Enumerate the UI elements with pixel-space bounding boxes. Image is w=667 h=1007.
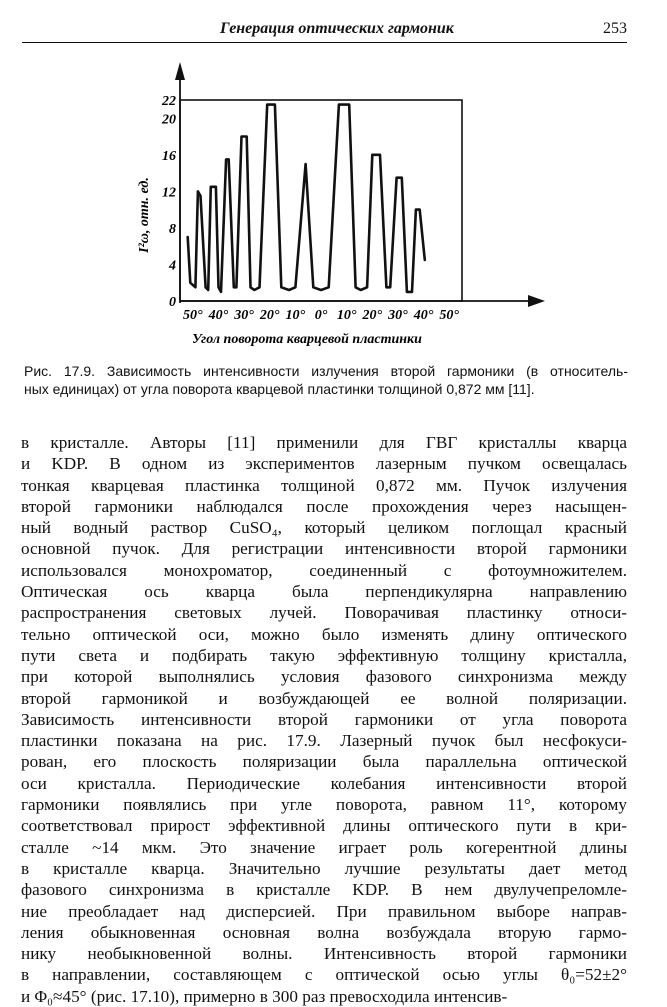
figure-17-9-chart bbox=[0, 0, 667, 360]
y-tick-label: 20 bbox=[162, 112, 176, 128]
x-tick-label: 30° bbox=[388, 308, 408, 323]
page-number: 253 bbox=[603, 20, 627, 37]
x-tick-label: 40° bbox=[413, 308, 434, 323]
x-tick-label: 10° bbox=[336, 308, 357, 323]
x-tick-label: 50° bbox=[439, 308, 459, 323]
body-line: распространения световых лучей. Поворачивая пластинку относи- bbox=[21, 603, 627, 623]
body-line: второй гармоники наблюдался после прохождения через насыщен- bbox=[21, 496, 627, 516]
body-line: пластинки показана на рис. 17.9. Лазерный пучок был несфокуси- bbox=[21, 731, 627, 751]
y-tick-label: 4 bbox=[169, 258, 176, 274]
x-tick-labels bbox=[183, 308, 459, 323]
caption-line: ных единицах) от угла поворота кварцевой пластинки толщиной 0,872 мм [11]. bbox=[24, 381, 535, 397]
body-line: гармоники появлялись при угле поворота, равном 11°, которому bbox=[21, 795, 627, 815]
x-tick-label: 20° bbox=[362, 308, 383, 323]
y-tick-label: 0 bbox=[169, 295, 176, 310]
y-tick-labels bbox=[161, 94, 176, 310]
figure-caption bbox=[24, 362, 628, 398]
body-text bbox=[21, 432, 627, 1007]
y-tick-label: 8 bbox=[169, 221, 176, 237]
body-line: в кристалле. Авторы [11] применили для ГВГ кристаллы кварца bbox=[21, 433, 627, 452]
x-tick-label: 10° bbox=[285, 308, 306, 323]
body-line: тонкая кварцевая пластинка толщиной 0,872 мм. Пучок излучения bbox=[21, 475, 627, 495]
body-line: сталле ~14 мкм. Это значение играет роль когерентной длины bbox=[21, 837, 627, 857]
body-line: ние преобладает над дисперсией. При правильном выборе направ- bbox=[21, 901, 627, 921]
y-tick-label: 22 bbox=[162, 94, 176, 109]
body-line: второй гармоникой и возбуждающей ее волной поляризации. bbox=[21, 688, 627, 708]
body-line: ный водный раствор CuSO₄, который целиком поглощал красный bbox=[21, 518, 627, 538]
intensity-curve bbox=[188, 105, 425, 292]
y-tick-label: 16 bbox=[162, 148, 176, 164]
body-line: Оптическая ось кварца была перпендикулярна направлению bbox=[21, 582, 627, 602]
body-line: Зависимость интенсивности второй гармоники от угла поворота bbox=[21, 709, 627, 729]
x-axis-label: Угол поворота кварцевой пластинки bbox=[192, 332, 422, 347]
running-title: Генерация оптических гармоник bbox=[220, 20, 454, 37]
body-line: и Φ₀≈45° (рис. 17.10), примерно в 300 раз превосходила интенсив- bbox=[21, 986, 508, 1006]
body-line: ления обыкновенная основная волна возбуждала вторую гармо- bbox=[21, 922, 627, 942]
y-axis-arrow bbox=[175, 62, 185, 80]
y-tick-label: 12 bbox=[162, 185, 176, 201]
body-line: при которой выполнялись условия фазового синхронизма между bbox=[21, 667, 627, 687]
y-axis-label: I²ω, отн. ед. bbox=[137, 177, 152, 253]
body-line: соответствовал прирост эффективной длины оптического пути в кри- bbox=[21, 816, 627, 836]
body-line: использовался монохроматор, соединенный с фотоумножителем. bbox=[21, 560, 627, 580]
body-line: рован, его плоскость поляризации была параллельна оптической bbox=[21, 752, 627, 772]
x-tick-label: 50° bbox=[183, 308, 203, 323]
body-line: пути света и подбирать такую эффективную толщину кристалла, bbox=[21, 645, 627, 665]
x-tick-label: 30° bbox=[234, 308, 254, 323]
x-tick-label: 40° bbox=[208, 308, 229, 323]
body-line: и KDP. В одном из экспериментов лазерным пучком освещалась bbox=[21, 454, 627, 474]
body-line: нику необыкновенной волны. Интенсивность второй гармоники bbox=[21, 944, 627, 964]
body-line: фазового синхронизма в кристалле KDP. В нем двулучепреломле- bbox=[21, 880, 627, 900]
x-tick-label: 20° bbox=[259, 308, 280, 323]
x-tick-label: 0° bbox=[314, 308, 328, 323]
caption-line: Рис. 17.9. Зависимость интенсивности излучения второй гармоники (в относитель- bbox=[24, 363, 628, 379]
body-line: в кристалле кварца. Значительно лучшие результаты дает метод bbox=[21, 858, 627, 878]
body-line: оси кристалла. Периодические колебания интенсивности второй bbox=[21, 773, 627, 793]
body-line: основной пучок. Для регистрации интенсивности второй гармоники bbox=[21, 539, 627, 559]
body-line: в направлении, составляющем с оптической осью углы θ₀=52±2° bbox=[21, 965, 627, 985]
x-axis-arrow bbox=[528, 295, 545, 307]
body-line: тельно оптической оси, можно было изменять длину оптического bbox=[21, 624, 627, 644]
